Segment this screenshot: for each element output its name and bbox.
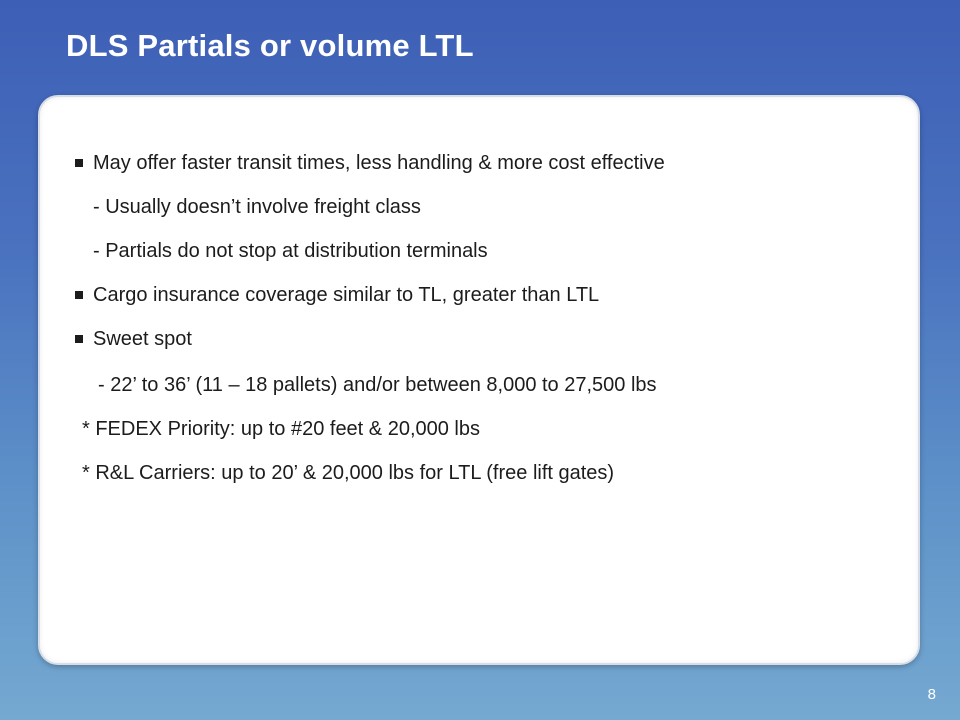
bullet-cargo-insurance: Cargo insurance coverage similar to TL, greater than LTL <box>93 284 600 306</box>
square-bullet-icon <box>75 159 83 167</box>
sub-freight-class: - Usually doesn’t involve freight class <box>93 196 421 218</box>
page-number: 8 <box>927 686 936 703</box>
note-rl-carriers: * R&L Carriers: up to 20’ & 20,000 lbs for LTL (free lift gates) <box>82 462 615 484</box>
square-bullet-icon <box>75 335 83 343</box>
slide-title: DLS Partials or volume LTL <box>66 28 474 63</box>
bullet-faster-transit: May offer faster transit times, less handling & more cost effective <box>93 152 665 174</box>
bullet-sweet-spot: Sweet spot <box>93 328 192 350</box>
square-bullet-icon <box>75 291 83 299</box>
sub-pallets-range: - 22’ to 36’ (11 – 18 pallets) and/or between 8,000 to 27,500 lbs <box>98 374 657 396</box>
note-fedex-priority: * FEDEX Priority: up to #20 feet & 20,000 lbs <box>82 418 480 440</box>
sub-distribution-terminals: - Partials do not stop at distribution terminals <box>93 240 488 262</box>
